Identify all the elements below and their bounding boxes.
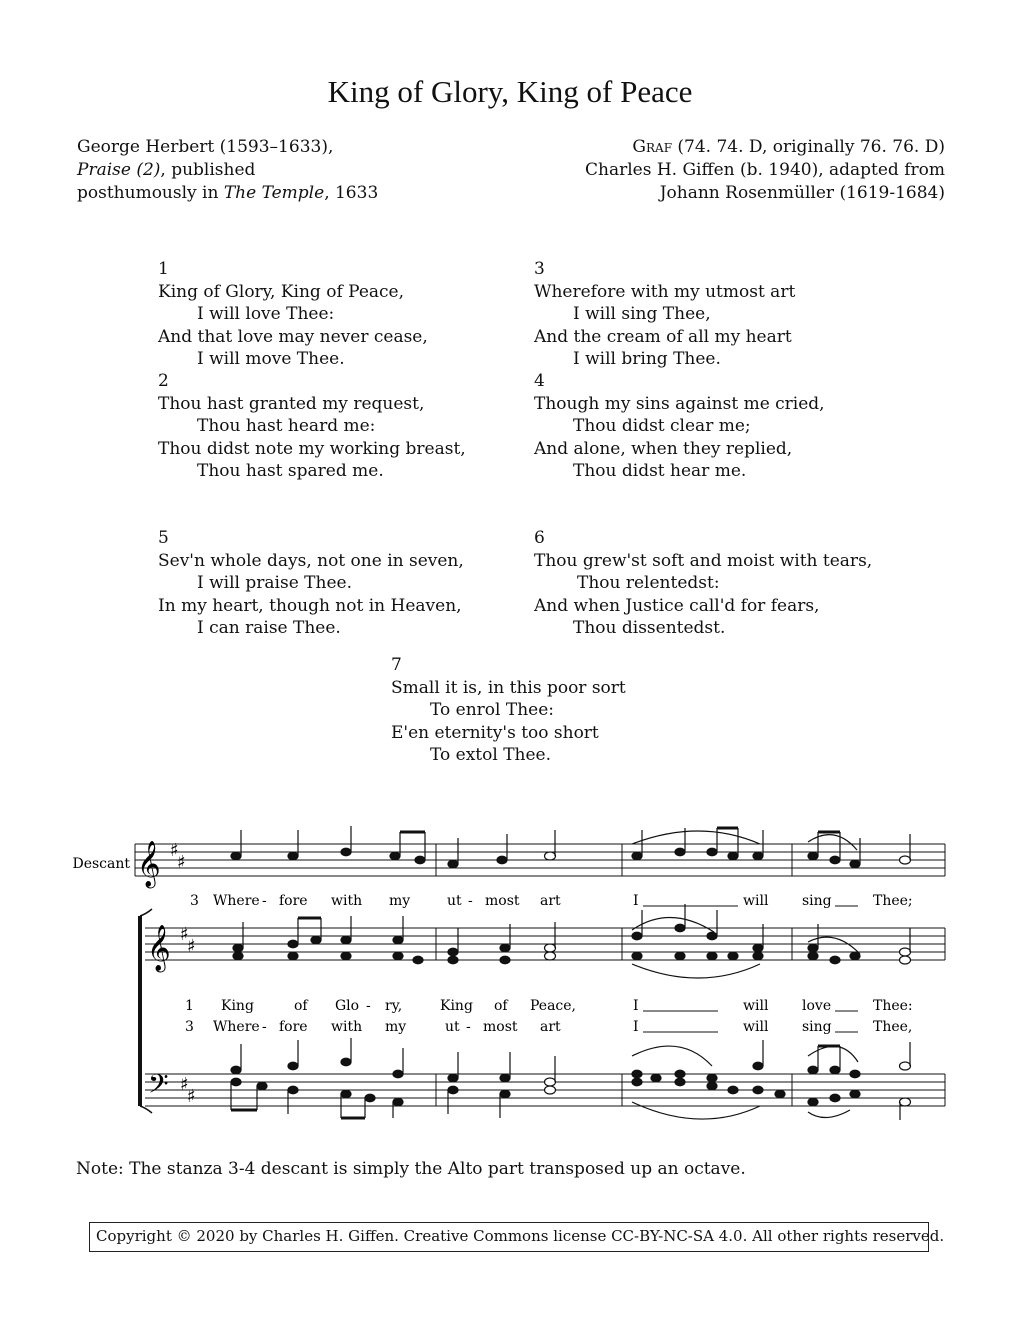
- lyric-syllable: fore: [279, 1019, 308, 1035]
- stanza-line: Sev'n whole days, not one in seven,: [158, 550, 464, 571]
- descant-notes: [231, 826, 911, 868]
- lyric-syllable: Thee;: [873, 893, 913, 909]
- stanza-line: I will sing Thee,: [573, 304, 711, 324]
- hymn-title: King of Glory, King of Peace: [327, 74, 693, 109]
- lyric-syllable: of: [294, 998, 308, 1014]
- stanza-line: King of Glory, King of Peace,: [158, 281, 404, 302]
- stanza-line: Small it is, in this poor sort: [391, 677, 626, 698]
- lyric-syllable: Thee:: [873, 998, 913, 1014]
- descant-note: Note: The stanza 3-4 descant is simply the Alto part transposed up an octave.: [76, 1159, 746, 1179]
- stanza-line: To enrol Thee:: [430, 700, 555, 720]
- meter-text: (74. 74. D, originally 76. 76. D): [672, 137, 945, 157]
- lyric-syllable: fore: [279, 893, 308, 909]
- stanza-line: I will bring Thee.: [573, 349, 721, 369]
- stanza-line: Though my sins against me cried,: [534, 393, 825, 414]
- author-line: George Herbert (1593–1633),: [77, 137, 334, 157]
- stanza-6: [534, 527, 872, 640]
- lyric-syllable: ry,: [385, 998, 403, 1014]
- treble-clef-icon: 𝄞: [137, 841, 161, 887]
- lyric-syllable: I: [633, 893, 639, 909]
- stanza-7: [391, 654, 626, 767]
- stanza-number: 6: [534, 528, 545, 548]
- lyric-hyphen: -: [466, 1019, 471, 1035]
- stanza-line: Thou hast spared me.: [197, 461, 384, 481]
- year-text: , 1633: [324, 183, 379, 203]
- lyric-syllable: art: [540, 1019, 561, 1035]
- published-text: , published: [160, 160, 256, 180]
- lyric-syllable: sing: [802, 1019, 832, 1035]
- stanza-2: [158, 370, 466, 483]
- lyric-syllable: ut: [445, 1019, 460, 1035]
- stanza-number: 2: [158, 371, 169, 391]
- lyric-number: 3: [185, 1019, 194, 1035]
- lyric-syllable: I: [633, 1019, 639, 1035]
- stanza-line: And the cream of all my heart: [534, 326, 792, 347]
- tune-name: Graf: [632, 137, 673, 157]
- lyric-syllable: Glo: [335, 998, 360, 1014]
- copyright-box: Copyright © 2020 by Charles H. Giffen. Creative Commons license CC-BY-NC-SA 4.0. All other rights reserved.: [89, 1222, 929, 1252]
- sharp-icon: ♯: [177, 852, 186, 873]
- posthumous-text: posthumously in: [77, 183, 224, 203]
- lyric-syllable: most: [485, 893, 520, 909]
- descant-lyrics: [190, 893, 913, 909]
- stanza-line: I will move Thee.: [197, 349, 345, 369]
- stanza-line: To extol Thee.: [430, 745, 552, 765]
- sharp-icon: ♯: [180, 1074, 189, 1095]
- stanza-line: And when Justice call'd for fears,: [534, 595, 820, 616]
- lyric-syllable: I: [633, 998, 639, 1014]
- stanza-number: 1: [158, 259, 169, 279]
- source-composer-line: Johann Rosenmüller (1619-1684): [659, 183, 945, 203]
- stanza-1: [158, 258, 428, 371]
- stanza-number: 4: [534, 371, 545, 391]
- stanza-number: 5: [158, 528, 169, 548]
- poem-title: Praise (2): [77, 160, 161, 180]
- stanza-5: [158, 527, 464, 640]
- stanza-number: 3: [534, 259, 545, 279]
- lyric-syllable: my: [389, 893, 411, 909]
- treble-clef-icon: 𝄞: [147, 925, 171, 971]
- stanza-line: Thou relentedst:: [577, 573, 720, 593]
- stanza-line: I can raise Thee.: [197, 618, 341, 638]
- bass-clef-icon: 𝄢: [148, 1068, 169, 1106]
- sharp-icon: ♯: [187, 936, 196, 957]
- lyric-syllable: will: [743, 998, 769, 1014]
- stanza-line: Thou didst note my working breast,: [158, 438, 466, 459]
- lyric-syllable: will: [743, 893, 769, 909]
- lyric-syllable: King: [221, 998, 254, 1014]
- stanza-line: Thou grew'st soft and moist with tears,: [534, 550, 873, 571]
- composer-line: Charles H. Giffen (b. 1940), adapted from: [585, 160, 945, 180]
- stanza-line: And that love may never cease,: [158, 326, 428, 347]
- lyric-syllable: with: [331, 1019, 363, 1035]
- stanza-line: I will love Thee:: [197, 304, 335, 324]
- lyric-syllable: King: [440, 998, 473, 1014]
- sharp-icon: ♯: [170, 840, 179, 861]
- lyric-syllable: most: [483, 1019, 518, 1035]
- stanza-line: I will praise Thee.: [197, 573, 352, 593]
- lyric-hyphen: -: [262, 1019, 267, 1035]
- lyric-syllable: Peace,: [530, 998, 576, 1014]
- lyric-syllable: Thee,: [873, 1019, 913, 1035]
- lyric-hyphen: -: [262, 893, 267, 909]
- lyric-syllable: Where: [213, 893, 260, 909]
- stanza-4: [534, 370, 825, 483]
- verse-1-lyrics: [185, 998, 913, 1014]
- lyric-syllable: ut: [447, 893, 462, 909]
- descant-label: Descant: [72, 856, 130, 872]
- stanza-line: E'en eternity's too short: [391, 722, 599, 743]
- lyric-syllable: my: [385, 1019, 407, 1035]
- book-title: The Temple: [223, 183, 325, 203]
- stanza-line: Thou hast granted my request,: [158, 393, 425, 414]
- lyric-hyphen: -: [468, 893, 473, 909]
- lyric-syllable: love: [802, 998, 832, 1014]
- sharp-icon: ♯: [187, 1086, 196, 1107]
- lyric-number: 3: [190, 893, 199, 909]
- stanza-line: Wherefore with my utmost art: [534, 281, 796, 302]
- stanza-line: Thou dissentedst.: [573, 618, 726, 638]
- lyric-syllable: with: [331, 893, 363, 909]
- music-score: [0, 820, 1020, 1120]
- soprano-alto-notes: [233, 904, 911, 978]
- stanza-line: In my heart, though not in Heaven,: [158, 595, 462, 616]
- stanza-3: [534, 258, 795, 371]
- lyric-hyphen: -: [366, 998, 371, 1014]
- lyric-syllable: of: [494, 998, 508, 1014]
- stanza-line: Thou hast heard me:: [197, 416, 376, 436]
- lyric-syllable: art: [540, 893, 561, 909]
- sharp-icon: ♯: [180, 924, 189, 945]
- lyric-syllable: sing: [802, 893, 832, 909]
- lyric-syllable: will: [743, 1019, 769, 1035]
- verse-3-lyrics: [185, 1019, 912, 1035]
- tenor-bass-notes: [231, 1038, 911, 1120]
- stanza-number: 7: [391, 655, 402, 675]
- stanza-line: Thou didst clear me;: [573, 416, 751, 436]
- text-credit: [77, 136, 378, 205]
- stanza-line: Thou didst hear me.: [573, 461, 747, 481]
- stanza-line: And alone, when they replied,: [534, 438, 793, 459]
- tune-credit: [585, 136, 945, 205]
- descant-staff: [135, 844, 945, 876]
- lyric-syllable: Where: [213, 1019, 260, 1035]
- lyric-number: 1: [185, 998, 194, 1014]
